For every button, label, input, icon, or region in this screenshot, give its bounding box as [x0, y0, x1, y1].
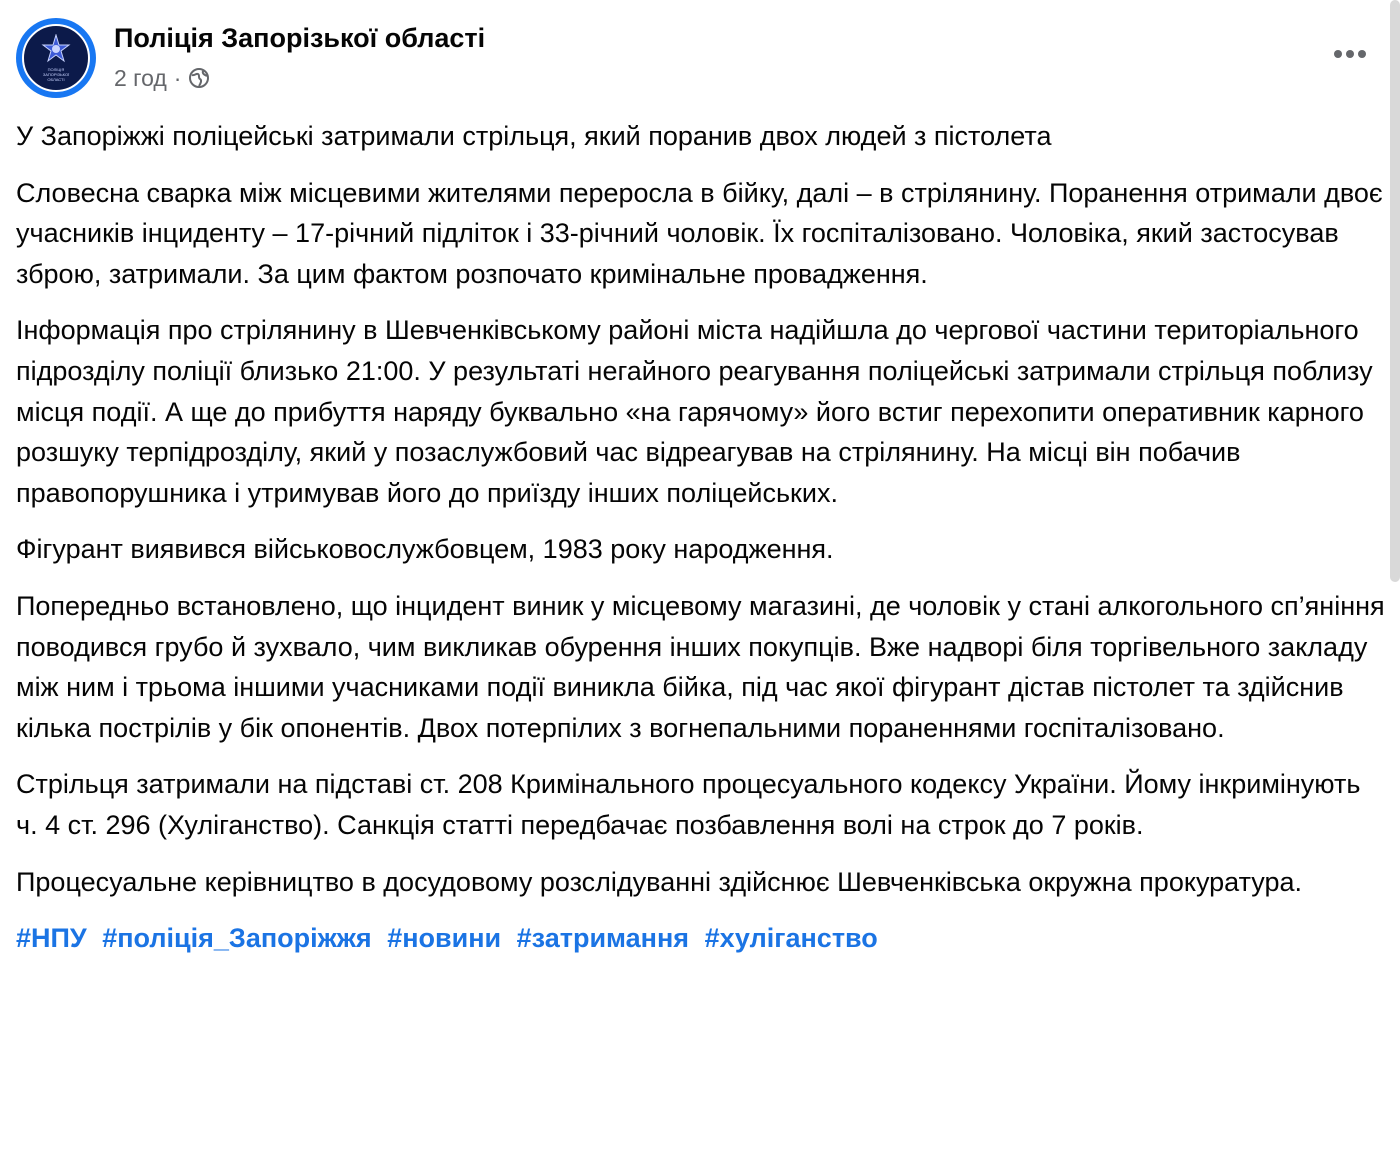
separator-dot: · [173, 65, 182, 91]
post-subline [114, 63, 485, 93]
hashtag-link[interactable]: #новини [387, 923, 502, 954]
hashtag-link[interactable]: #НПУ [16, 923, 87, 954]
post-body [16, 116, 1386, 958]
post-header [16, 18, 485, 102]
scrollbar[interactable] [1390, 0, 1400, 582]
hashtags [16, 918, 1386, 958]
police-star-icon [41, 34, 71, 64]
avatar[interactable] [16, 18, 96, 98]
page-name[interactable]: Поліція Запорізької області [114, 23, 486, 53]
hashtag-link[interactable]: #поліція_Запоріжжя [102, 923, 372, 954]
post-paragraph: Фігурант виявився військовослужбовцем, 1983 року народження. [16, 534, 834, 565]
avatar-caption: ПОЛІЦІЯ ЗАПОРІЗЬКОЇ ОБЛАСТІ [42, 67, 70, 82]
globe-icon[interactable] [188, 67, 210, 89]
post-time[interactable]: 2 год [114, 65, 167, 91]
post-headline: У Запоріжжі поліцейські затримали стрільця, який поранив двох людей з пістолета [16, 121, 1052, 151]
police-emblem-icon [22, 24, 90, 92]
more-options-icon[interactable] [1330, 40, 1370, 68]
hashtag-link[interactable]: #хуліганство [704, 923, 878, 954]
post-paragraph: Інформація про стрілянину в Шевченківському районі міста надійшла до чергової частини територіального підрозділу поліції близько 21:00. У результаті негайного реагування поліцейські затримали стрільця поблизу місця події. А ще до прибуття наряду буквально «на гарячому» його встиг перехопити оперативник карного розшуку терпідрозділу, який у позаслужбовий час відреагував на стрілянину. На місці він побачив правопорушника і утримував його до приїзду інших поліцейських. [16, 315, 1373, 508]
post-paragraph: Словесна сварка між місцевими жителями переросла в бійку, далі – в стрілянину. Поранення отримали двоє учасників інциденту – 17-річний підліток і 33-річний чоловік. Їх госпіталізовано. Чоловіка, який застосував зброю, затримали. За цим фактом розпочато кримінальне провадження. [16, 177, 1383, 289]
post-meta [114, 20, 485, 93]
hashtag-link[interactable]: #затримання [516, 923, 690, 954]
post-paragraph: Процесуальне керівництво в досудовому розслідуванні здійснює Шевченківська окружна прокуратура. [16, 866, 1302, 897]
post-paragraph: Стрільця затримали на підставі ст. 208 Кримінального процесуального кодексу України. Йому інкримінують ч. 4 ст. 296 (Хуліганство). Санкція статті передбачає позбавлення волі на строк до 7 років. [16, 769, 1361, 840]
post-paragraph: Попередньо встановлено, що інцидент виник у місцевому магазині, де чоловік у стані алкогольного сп’яніння поводився грубо й зухвало, чим викликав обурення інших покупців. Вже надворі біля торгівельного закладу між ним і трьома іншими учасниками події виникла бійка, під час якої фігурант дістав пістолет та здійснив кілька пострілів у бік опонентів. Двох потерпілих з вогнепальними пораненнями госпіталізовано. [16, 590, 1385, 743]
